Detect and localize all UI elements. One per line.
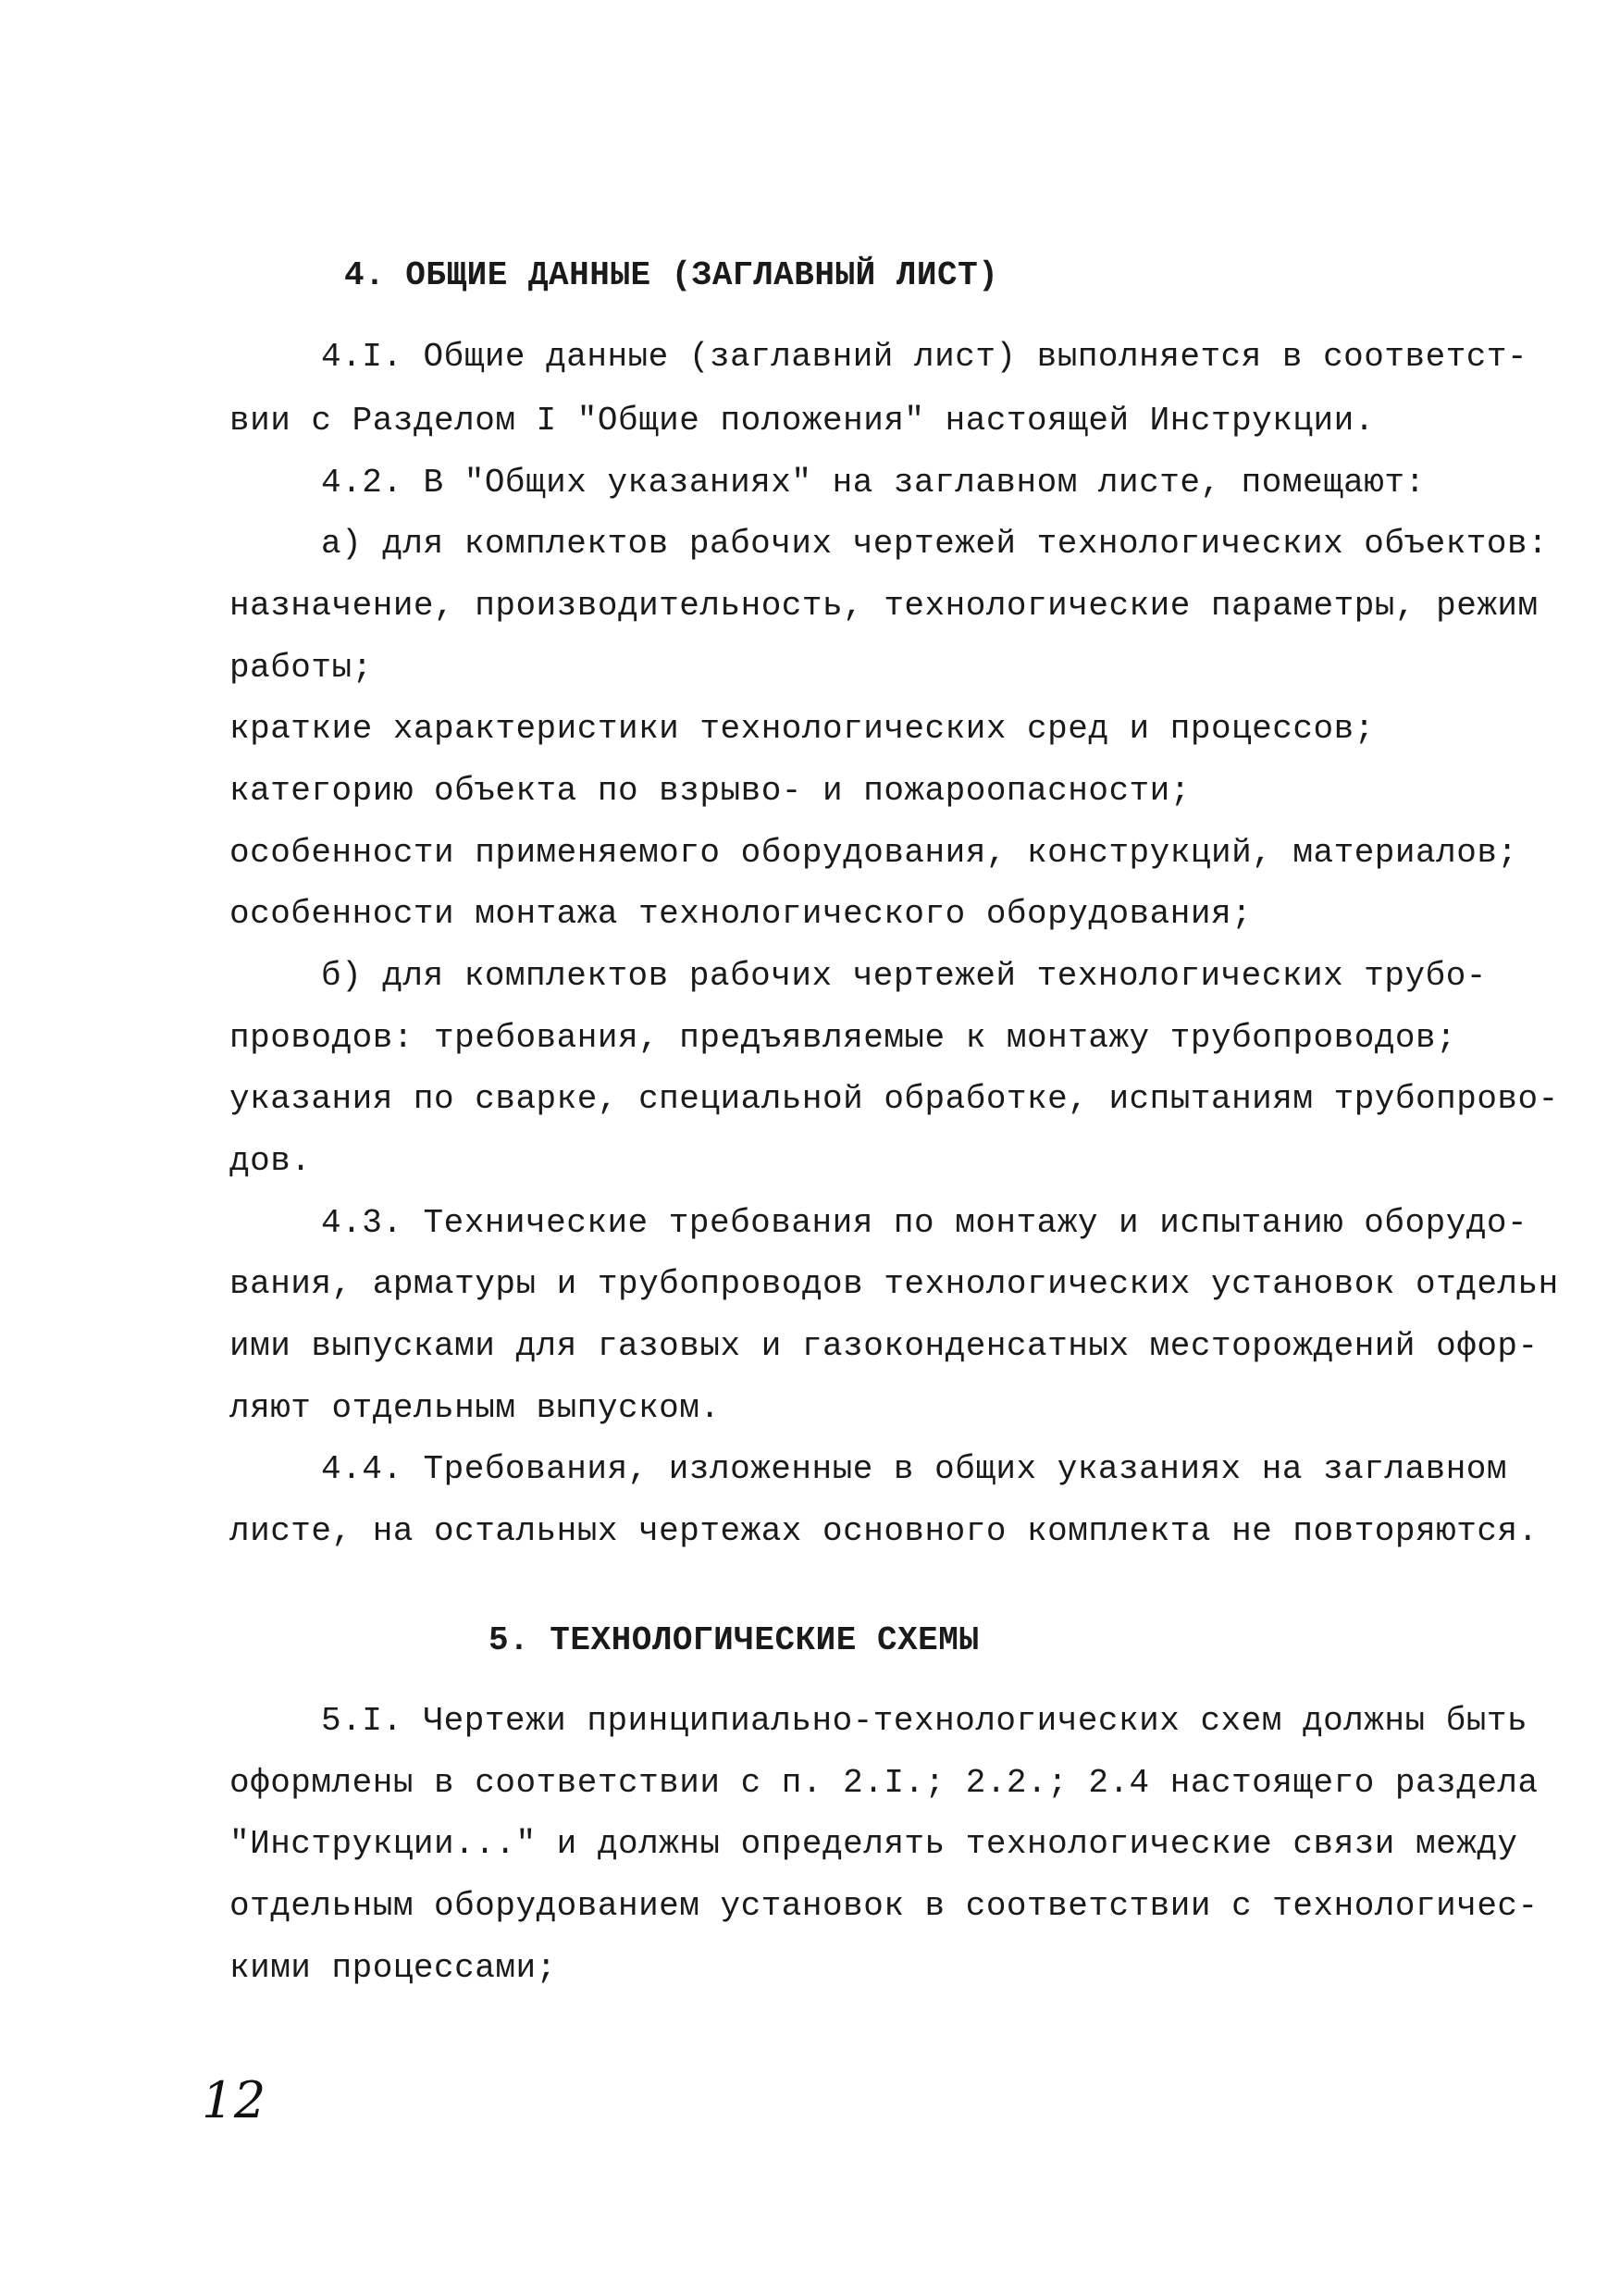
section-4-heading: 4. ОБЩИЕ ДАННЫЕ (ЗАГЛАВНЫЙ ЛИСТ) <box>344 256 999 294</box>
paragraph-4-3-line-2: вания, арматуры и трубопроводов технологических установок отдельн <box>229 1265 1559 1303</box>
item-a-line-2: назначение, производительность, технологические параметры, режим <box>229 587 1539 625</box>
item-b-line-2: проводов: требования, предъявляемые к монтажу трубопроводов; <box>229 1019 1457 1057</box>
paragraph-4-4-line-1: 4.4. Требования, изложенные в общих указаниях на заглавном <box>321 1450 1508 1488</box>
item-a-line-7: особенности монтажа технологического оборудования; <box>229 895 1253 933</box>
paragraph-5-1-line-5: кими процессами; <box>229 1949 557 1987</box>
paragraph-5-1-line-4: отдельным оборудованием установок в соответствии с технологичес- <box>229 1887 1539 1925</box>
item-b-line-1: б) для комплектов рабочих чертежей технологических трубо- <box>321 957 1487 995</box>
paragraph-5-1-line-3: "Инструкции..." и должны определять технологические связи между <box>229 1825 1518 1863</box>
paragraph-4-1-line-2: вии с Разделом I "Общие положения" настоящей Инструкции. <box>229 402 1375 440</box>
paragraph-4-3-line-3: ими выпусками для газовых и газоконденсатных месторождений офор- <box>229 1327 1539 1365</box>
item-b-line-3: указания по сварке, специальной обработке, испытаниям трубопрово- <box>229 1080 1559 1118</box>
item-a-line-3: работы; <box>229 649 373 687</box>
paragraph-5-1-line-2: оформлены в соответствии с п. 2.I.; 2.2.; 2.4 настоящего раздела <box>229 1764 1539 1802</box>
paragraph-5-1-line-1: 5.I. Чертежи принципиально-технологических схем должны быть <box>321 1702 1528 1740</box>
page-number: 12 <box>202 2071 266 2129</box>
paragraph-4-3-line-1: 4.3. Технические требования по монтажу и испытанию оборудо- <box>321 1204 1528 1242</box>
section-5-heading: 5. ТЕХНОЛОГИЧЕСКИЕ СХЕМЫ <box>488 1621 980 1659</box>
paragraph-4-3-line-4: ляют отдельным выпуском. <box>229 1389 721 1427</box>
paragraph-4-4-line-2: листе, на остальных чертежах основного комплекта не повторяются. <box>229 1512 1539 1550</box>
paragraph-4-1-line-1: 4.I. Общие данные (заглавний лист) выполняется в соответст- <box>321 338 1528 376</box>
item-a-line-6: особенности применяемого оборудования, конструкций, материалов; <box>229 834 1518 872</box>
item-a-line-5: категорию объекта по взрыво- и пожароопасности; <box>229 772 1191 810</box>
item-b-line-4: дов. <box>229 1142 312 1180</box>
item-a-line-4: краткие характеристики технологических сред и процессов; <box>229 710 1375 748</box>
paragraph-4-2-intro: 4.2. В "Общих указаниях" на заглавном листе, помещают: <box>321 464 1426 502</box>
item-a-line-1: а) для комплектов рабочих чертежей технологических объектов: <box>321 525 1549 563</box>
